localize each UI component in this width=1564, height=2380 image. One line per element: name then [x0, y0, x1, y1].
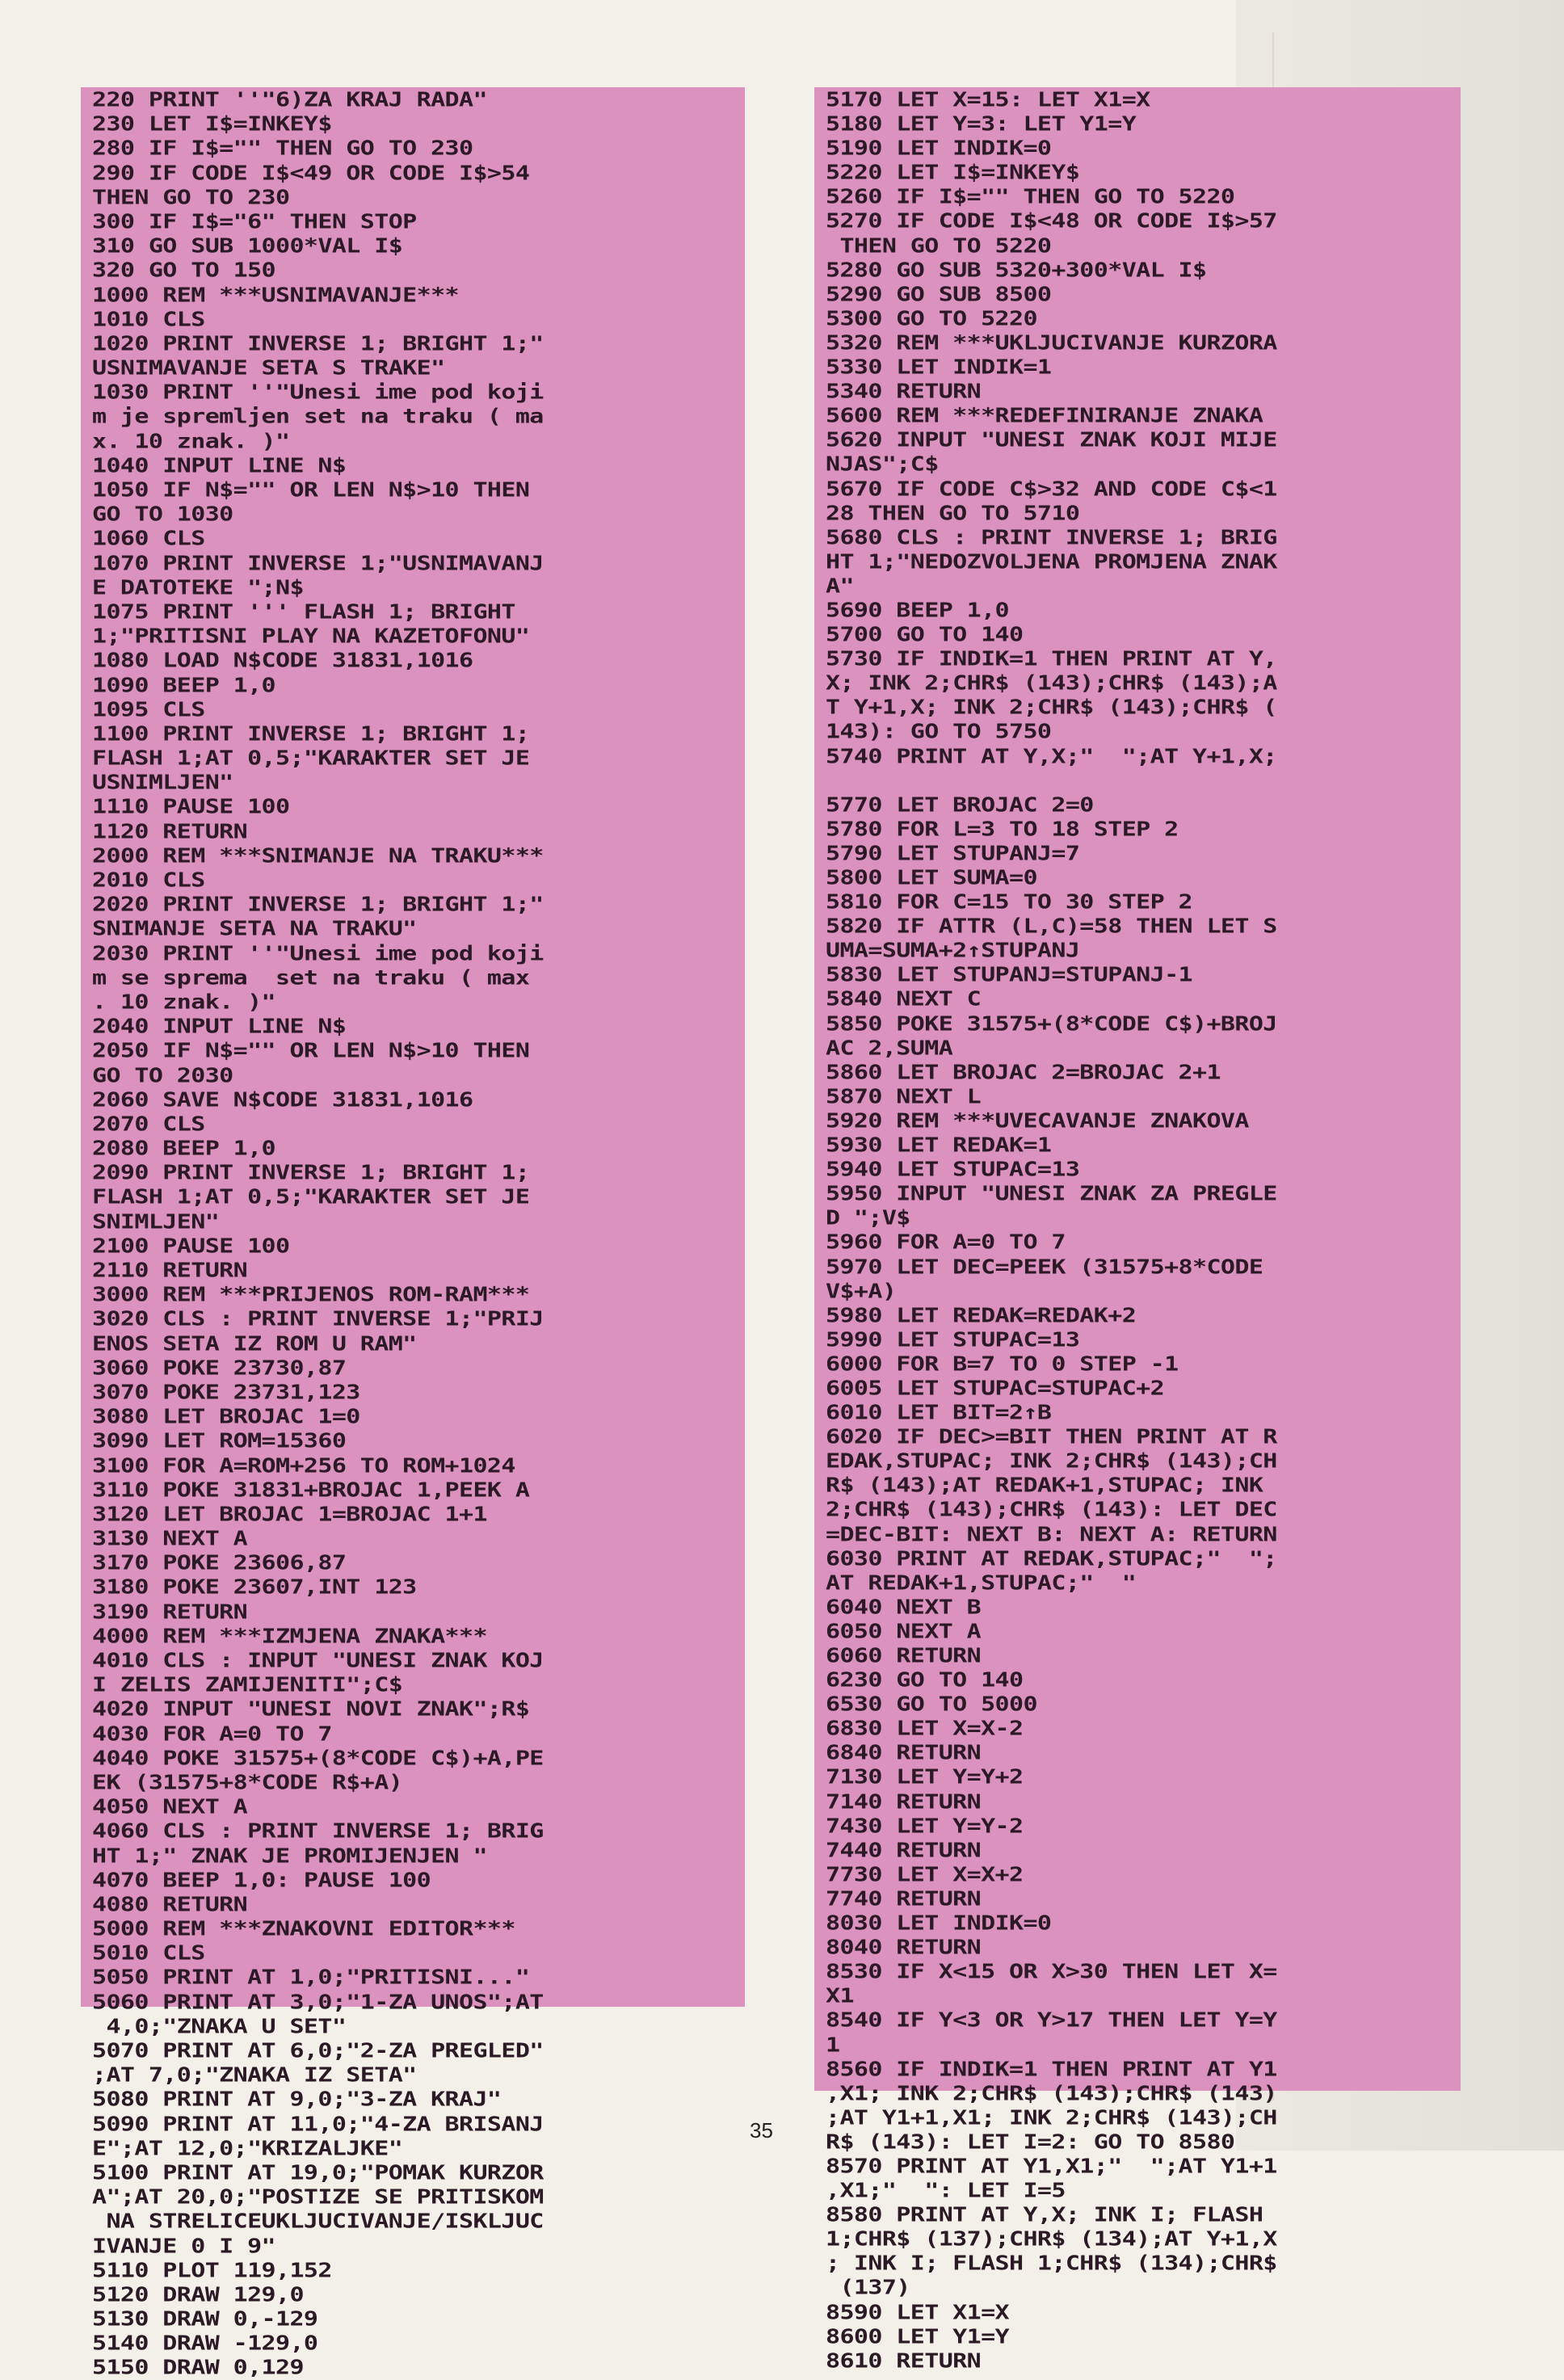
- code-line: V$+A): [826, 1280, 897, 1303]
- code-line: 310 GO SUB 1000*VAL I$: [92, 234, 403, 259]
- code-line: 6230 GO TO 140: [826, 1668, 1024, 1692]
- code-line: THEN GO TO 230: [92, 186, 290, 209]
- code-line: 2100 PAUSE 100: [92, 1234, 290, 1259]
- code-line: 1110 PAUSE 100: [92, 795, 290, 819]
- code-line: 8580 PRINT AT Y,X; INK I; FLASH: [826, 2203, 1263, 2227]
- code-line: 1000 REM ***USNIMAVANJE***: [92, 284, 459, 307]
- code-line: 3110 POKE 31831+BROJAC 1,PEEK A: [92, 1478, 530, 1502]
- code-line: 5340 RETURN: [826, 380, 982, 404]
- code-line: 7440 RETURN: [826, 1839, 982, 1862]
- code-line: 5270 IF CODE I$<48 OR CODE I$>57: [826, 210, 1277, 233]
- code-line: 5690 BEEP 1,0: [826, 599, 1009, 623]
- code-line: 5670 IF CODE C$>32 AND CODE C$<1: [826, 477, 1277, 501]
- code-line: 4,0;"ZNAKA U SET": [92, 2015, 347, 2039]
- code-line: 8040 RETURN: [826, 1936, 982, 1960]
- code-line: 1;CHR$ (137);CHR$ (134);AT Y+1,X: [826, 2227, 1277, 2252]
- code-line: 5740 PRINT AT Y,X;" ";AT Y+1,X;: [826, 745, 1277, 768]
- code-line: 5290 GO SUB 8500: [826, 283, 1052, 306]
- code-line: 6050 NEXT A: [826, 1620, 982, 1644]
- code-line: 28 THEN GO TO 5710: [826, 502, 1080, 525]
- code-line: 2020 PRINT INVERSE 1; BRIGHT 1;": [92, 893, 544, 917]
- code-line: USNIMAVANJE SETA S TRAKE": [92, 356, 445, 381]
- code-line: 5140 DRAW -129,0: [92, 2332, 318, 2356]
- code-line: 6000 FOR B=7 TO 0 STEP -1: [826, 1352, 1179, 1377]
- code-line: =DEC-BIT: NEXT B: NEXT A: RETURN: [826, 1523, 1277, 1546]
- code-line: 4000 REM ***IZMJENA ZNAKA***: [92, 1625, 487, 1649]
- code-line: 5090 PRINT AT 11,0;"4-ZA BRISANJ: [92, 2113, 544, 2136]
- code-line: T Y+1,X; INK 2;CHR$ (143);CHR$ (: [826, 696, 1277, 720]
- code-line: FLASH 1;AT 0,5;"KARAKTER SET JE: [92, 1185, 530, 1209]
- code-line: GO TO 2030: [92, 1064, 233, 1087]
- code-line: 5000 REM ***ZNAKOVNI EDITOR***: [92, 1917, 515, 1941]
- code-line: 5150 DRAW 0,129: [92, 2356, 304, 2380]
- code-line: 4080 RETURN: [92, 1893, 248, 1917]
- code-line: 3080 LET BROJAC 1=0: [92, 1405, 360, 1429]
- code-line: 300 IF I$="6" THEN STOP: [92, 210, 417, 234]
- code-line: E";AT 12,0;"KRIZALJKE": [92, 2137, 403, 2160]
- code-line: ;AT 7,0;"ZNAKA IZ SETA": [92, 2063, 417, 2088]
- code-line: 5260 IF I$="" THEN GO TO 5220: [826, 185, 1235, 209]
- code-line: 1020 PRINT INVERSE 1; BRIGHT 1;": [92, 332, 544, 356]
- code-line: [826, 772, 1453, 792]
- code-line: 1070 PRINT INVERSE 1;"USNIMAVANJ: [92, 552, 544, 575]
- code-line: . 10 znak. )": [92, 990, 275, 1015]
- code-line: 4050 NEXT A: [92, 1795, 248, 1819]
- code-line: 3060 POKE 23730,87: [92, 1356, 347, 1380]
- code-line: 8560 IF INDIK=1 THEN PRINT AT Y1: [826, 2058, 1277, 2081]
- code-line: HT 1;" ZNAK JE PROMIJENJEN ": [92, 1844, 487, 1868]
- code-line: 5840 NEXT C: [826, 988, 982, 1011]
- code-line: 6840 RETURN: [826, 1741, 982, 1765]
- code-line: 5010 CLS: [92, 1941, 205, 1966]
- code-line: 2090 PRINT INVERSE 1; BRIGHT 1;: [92, 1161, 530, 1185]
- code-line: 3190 RETURN: [92, 1600, 248, 1624]
- code-line: 5190 LET INDIK=0: [826, 137, 1052, 161]
- code-line: SNIMANJE SETA NA TRAKU": [92, 917, 417, 941]
- code-line: 7430 LET Y=Y-2: [826, 1814, 1024, 1838]
- code-line: IVANJE 0 I 9": [92, 2235, 275, 2258]
- code-line: USNIMLJEN": [92, 771, 233, 795]
- code-line: m je spremljen set na traku ( ma: [92, 405, 544, 429]
- code-line: 5800 LET SUMA=0: [826, 866, 1037, 890]
- code-line: X1: [826, 1984, 854, 2008]
- code-line: ENOS SETA IZ ROM U RAM": [92, 1332, 417, 1356]
- code-line: NJAS";C$: [826, 452, 939, 477]
- code-listing-left: [81, 87, 745, 2380]
- code-line: AC 2,SUMA: [826, 1037, 953, 1060]
- code-line: 3070 POKE 23731,123: [92, 1381, 360, 1405]
- code-line: 6020 IF DEC>=BIT THEN PRINT AT R: [826, 1425, 1277, 1449]
- code-line: 1060 CLS: [92, 527, 205, 551]
- code-line: 5940 LET STUPAC=13: [826, 1158, 1080, 1182]
- code-line: 7740 RETURN: [826, 1887, 982, 1911]
- code-line: NA STRELICEUKLJUCIVANJE/ISKLJUC: [92, 2210, 544, 2234]
- code-line: 5870 NEXT L: [826, 1085, 982, 1109]
- code-line: 8590 LET X1=X: [826, 2301, 1009, 2324]
- code-line: D ";V$: [826, 1206, 910, 1230]
- code-line: 5990 LET STUPAC=13: [826, 1328, 1080, 1352]
- code-line: 1030 PRINT ''"Unesi ime pod koji: [92, 381, 544, 405]
- code-line: 7140 RETURN: [826, 1790, 982, 1814]
- code-line: 2040 INPUT LINE N$: [92, 1015, 347, 1039]
- code-line: 1095 CLS: [92, 698, 205, 721]
- code-line: 3020 CLS : PRINT INVERSE 1;"PRIJ: [92, 1307, 544, 1331]
- code-line: 5790 LET STUPANJ=7: [826, 842, 1080, 866]
- code-line: R$ (143);AT REDAK+1,STUPAC; INK: [826, 1474, 1263, 1498]
- code-line: 280 IF I$="" THEN GO TO 230: [92, 137, 473, 161]
- code-line: I ZELIS ZAMIJENITI";C$: [92, 1673, 403, 1697]
- code-line: SNIMLJEN": [92, 1210, 220, 1234]
- code-line: 1040 INPUT LINE N$: [92, 454, 347, 478]
- code-line: 5330 LET INDIK=1: [826, 355, 1052, 380]
- code-line: 143): GO TO 5750: [826, 720, 1052, 744]
- page-number: 35: [750, 2118, 773, 2142]
- code-line: 5930 LET REDAK=1: [826, 1133, 1052, 1158]
- code-line: 5700 GO TO 140: [826, 623, 1024, 647]
- code-line: 3120 LET BROJAC 1=BROJAC 1+1: [92, 1503, 487, 1527]
- code-line: 3170 POKE 23606,87: [92, 1551, 347, 1575]
- code-line: 3130 NEXT A: [92, 1527, 248, 1551]
- code-line: ; INK I; FLASH 1;CHR$ (134);CHR$: [826, 2252, 1277, 2276]
- code-line: R$ (143): LET I=2: GO TO 8580: [826, 2130, 1235, 2155]
- code-line: UMA=SUMA+2↑STUPANJ: [826, 939, 1080, 963]
- code-line: AT REDAK+1,STUPAC;" ": [826, 1571, 1137, 1595]
- code-line: 2030 PRINT ''"Unesi ime pod koji: [92, 942, 544, 965]
- code-line: EK (31575+8*CODE R$+A): [92, 1771, 403, 1795]
- code-line: 5920 REM ***UVECAVANJE ZNAKOVA: [826, 1109, 1249, 1133]
- code-line: 290 IF CODE I$<49 OR CODE I$>54: [92, 162, 530, 185]
- code-line: 5680 CLS : PRINT INVERSE 1; BRIG: [826, 526, 1277, 549]
- code-line: 6030 PRINT AT REDAK,STUPAC;" ";: [826, 1547, 1277, 1571]
- code-line: 1080 LOAD N$CODE 31831,1016: [92, 649, 473, 673]
- code-line: 5120 DRAW 129,0: [92, 2283, 304, 2307]
- code-line: 1010 CLS: [92, 308, 205, 331]
- code-line: 3180 POKE 23607,INT 123: [92, 1575, 417, 1600]
- code-line: ,X1;" ": LET I=5: [826, 2179, 1066, 2203]
- code-line: A";AT 20,0;"POSTIZE SE PRITISKOM: [92, 2185, 544, 2210]
- code-line: 7730 LET X=X+2: [826, 1863, 1024, 1887]
- code-line: 5130 DRAW 0,-129: [92, 2307, 318, 2332]
- code-line: 5980 LET REDAK=REDAK+2: [826, 1304, 1137, 1327]
- code-line: 320 GO TO 150: [92, 259, 275, 283]
- code-line: 4030 FOR A=0 TO 7: [92, 1722, 332, 1746]
- code-line: 7130 LET Y=Y+2: [826, 1766, 1024, 1789]
- code-line: 1050 IF N$="" OR LEN N$>10 THEN: [92, 478, 530, 502]
- code-line: 4040 POKE 31575+(8*CODE C$)+A,PE: [92, 1747, 544, 1770]
- code-line: 3090 LET ROM=15360: [92, 1429, 347, 1453]
- code-line: 4020 INPUT "UNESI NOVI ZNAK";R$: [92, 1697, 530, 1722]
- code-line: 3000 REM ***PRIJENOS ROM-RAM***: [92, 1283, 530, 1307]
- code-line: 4060 CLS : PRINT INVERSE 1; BRIG: [92, 1819, 544, 1844]
- code-line: x. 10 znak. )": [92, 430, 290, 453]
- code-line: 8570 PRINT AT Y1,X1;" ";AT Y1+1: [826, 2155, 1277, 2179]
- code-line: 5050 PRINT AT 1,0;"PRITISNI...": [92, 1966, 530, 1990]
- code-line: E DATOTEKE ";N$: [92, 576, 304, 599]
- code-line: ,X1; INK 2;CHR$ (143);CHR$ (143): [826, 2082, 1277, 2105]
- code-line: 5950 INPUT "UNESI ZNAK ZA PREGLE: [826, 1182, 1277, 1206]
- code-line: 5730 IF INDIK=1 THEN PRINT AT Y,: [826, 647, 1277, 671]
- code-line: 3100 FOR A=ROM+256 TO ROM+1024: [92, 1454, 515, 1478]
- code-line: 5810 FOR C=15 TO 30 STEP 2: [826, 890, 1192, 915]
- code-line: (137): [826, 2276, 910, 2300]
- code-line: 1100 PRINT INVERSE 1; BRIGHT 1;: [92, 722, 530, 746]
- code-line: EDAK,STUPAC; INK 2;CHR$ (143);CH: [826, 1449, 1277, 1474]
- code-line: 1090 BEEP 1,0: [92, 674, 275, 697]
- code-line: 5170 LET X=15: LET X1=X: [826, 88, 1150, 112]
- code-line: 2070 CLS: [92, 1112, 205, 1137]
- code-line: 5620 INPUT "UNESI ZNAK KOJI MIJE: [826, 428, 1277, 452]
- code-line: 6060 RETURN: [826, 1644, 982, 1668]
- code-line: 8030 LET INDIK=0: [826, 1911, 1052, 1936]
- code-line: 5320 REM ***UKLJUCIVANJE KURZORA: [826, 331, 1277, 355]
- code-line: HT 1;"NEDOZVOLJENA PROMJENA ZNAK: [826, 550, 1277, 574]
- code-line: 6830 LET X=X-2: [826, 1717, 1024, 1741]
- code-line: 5820 IF ATTR (L,C)=58 THEN LET S: [826, 915, 1277, 939]
- code-line: 8610 RETURN: [826, 2349, 982, 2373]
- code-line: 1: [826, 2033, 840, 2057]
- code-line: 5280 GO SUB 5320+300*VAL I$: [826, 259, 1207, 282]
- code-listing-right: [814, 87, 1461, 2373]
- code-line: THEN GO TO 5220: [826, 234, 1052, 258]
- code-line: 2010 CLS: [92, 868, 205, 893]
- code-line: GO TO 1030: [92, 502, 233, 527]
- code-line: 5780 FOR L=3 TO 18 STEP 2: [826, 818, 1179, 842]
- code-line: 2110 RETURN: [92, 1259, 248, 1283]
- code-line: 230 LET I$=INKEY$: [92, 112, 332, 137]
- code-line: 5970 LET DEC=PEEK (31575+8*CODE: [826, 1255, 1263, 1279]
- code-line: 5960 FOR A=0 TO 7: [826, 1230, 1066, 1255]
- code-line: 6530 GO TO 5000: [826, 1692, 1037, 1717]
- code-line: 5600 REM ***REDEFINIRANJE ZNAKA: [826, 404, 1263, 428]
- code-line: FLASH 1;AT 0,5;"KARAKTER SET JE: [92, 746, 530, 771]
- code-line: 5860 LET BROJAC 2=BROJAC 2+1: [826, 1061, 1221, 1084]
- code-line: 1075 PRINT ''' FLASH 1; BRIGHT: [92, 600, 515, 624]
- code-line: 5180 LET Y=3: LET Y1=Y: [826, 112, 1137, 137]
- code-line: 5850 POKE 31575+(8*CODE C$)+BROJ: [826, 1012, 1277, 1036]
- code-line: 5070 PRINT AT 6,0;"2-ZA PREGLED": [92, 2039, 544, 2063]
- code-line: 5110 PLOT 119,152: [92, 2259, 332, 2282]
- code-line: 5220 LET I$=INKEY$: [826, 161, 1080, 185]
- code-line: 5830 LET STUPANJ=STUPANJ-1: [826, 963, 1192, 987]
- code-line: 6040 NEXT B: [826, 1596, 982, 1620]
- code-line: 2060 SAVE N$CODE 31831,1016: [92, 1088, 473, 1112]
- code-line: 6005 LET STUPAC=STUPAC+2: [826, 1377, 1165, 1401]
- code-line: 2;CHR$ (143);CHR$ (143): LET DEC: [826, 1498, 1277, 1522]
- code-line: 220 PRINT ''"6)ZA KRAJ RADA": [92, 88, 487, 112]
- code-line: 5080 PRINT AT 9,0;"3-ZA KRAJ": [92, 2088, 502, 2112]
- code-line: 6010 LET BIT=2↑B: [826, 1401, 1052, 1425]
- code-line: 4010 CLS : INPUT "UNESI ZNAK KOJ: [92, 1649, 544, 1673]
- code-line: 8600 LET Y1=Y: [826, 2325, 1009, 2348]
- code-line: A": [826, 574, 854, 599]
- code-line: 1;"PRITISNI PLAY NA KAZETOFONU": [92, 624, 530, 649]
- code-line: 2000 REM ***SNIMANJE NA TRAKU***: [92, 844, 544, 868]
- code-line: 5300 GO TO 5220: [826, 307, 1037, 331]
- code-line: 2050 IF N$="" OR LEN N$>10 THEN: [92, 1039, 530, 1063]
- code-line: 1120 RETURN: [92, 820, 248, 843]
- code-line: m se sprema set na traku ( max: [92, 966, 530, 990]
- code-line: 4070 BEEP 1,0: PAUSE 100: [92, 1869, 431, 1892]
- code-line: 8540 IF Y<3 OR Y>17 THEN LET Y=Y: [826, 2008, 1277, 2033]
- code-line: ;AT Y1+1,X1; INK 2;CHR$ (143);CH: [826, 2106, 1277, 2130]
- code-line: X; INK 2;CHR$ (143);CHR$ (143);A: [826, 671, 1277, 696]
- code-line: 8530 IF X<15 OR X>30 THEN LET X=: [826, 1960, 1277, 1984]
- code-line: 5770 LET BROJAC 2=0: [826, 793, 1094, 817]
- code-line: 5100 PRINT AT 19,0;"POMAK KURZOR: [92, 2161, 544, 2185]
- code-line: 5060 PRINT AT 3,0;"1-ZA UNOS";AT: [92, 1991, 544, 2014]
- code-line: 2080 BEEP 1,0: [92, 1137, 275, 1161]
